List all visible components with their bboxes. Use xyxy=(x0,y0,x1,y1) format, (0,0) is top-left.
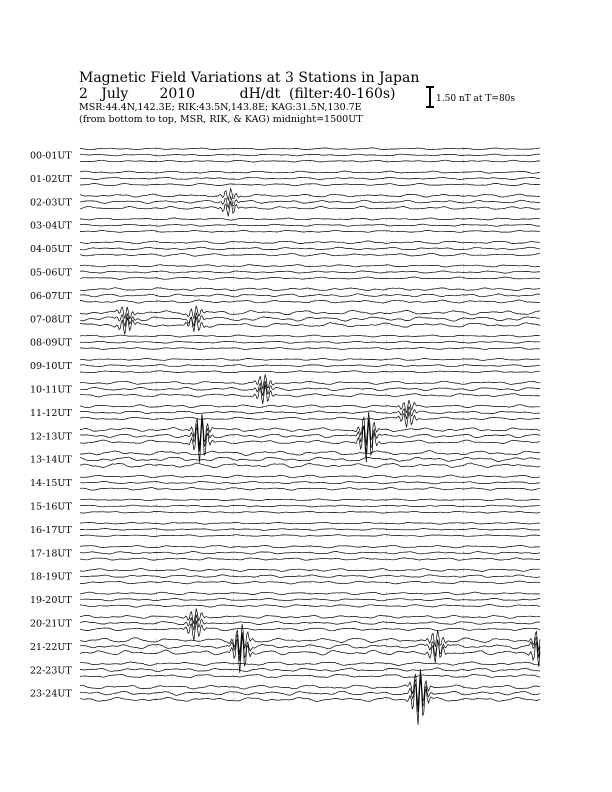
row-label-13-14UT: 13-14UT xyxy=(30,454,72,466)
row-label-22-23UT: 22-23UT xyxy=(30,665,72,677)
row-label-06-07UT: 06-07UT xyxy=(30,290,72,302)
row-label-12-13UT: 12-13UT xyxy=(30,431,72,443)
trace-RIK-02-03UT xyxy=(80,197,540,208)
row-label-18-19UT: 18-19UT xyxy=(30,571,72,583)
scale-label: 1.50 nT at T=80s xyxy=(436,94,516,104)
row-label-14-15UT: 14-15UT xyxy=(30,478,72,490)
row-label-20-21UT: 20-21UT xyxy=(30,618,72,630)
quantity-label: dH/dt xyxy=(239,86,281,102)
row-label-07-08UT: 07-08UT xyxy=(30,314,72,326)
row-label-16-17UT: 16-17UT xyxy=(30,524,72,536)
row-label-15-16UT: 15-16UT xyxy=(30,501,72,513)
row-label-17-18UT: 17-18UT xyxy=(30,548,72,560)
row-label-10-11UT: 10-11UT xyxy=(30,384,72,396)
trace-KAG-10-11UT xyxy=(80,374,540,389)
order-note: (from bottom to top, MSR, RIK, & KAG) xyxy=(79,114,270,125)
stations-line: MSR:44.4N,142.3E; RIK:43.5N,143.8E; KAG:31.5N,130.7E xyxy=(79,102,362,113)
row-label-21-22UT: 21-22UT xyxy=(30,641,72,653)
trace-MSR-02-03UT xyxy=(80,201,540,216)
row-label-00-01UT: 00-01UT xyxy=(30,150,72,162)
filter-label: (filter:40-160s) xyxy=(289,86,396,102)
date-month: July xyxy=(101,86,129,102)
row-label-01-02UT: 01-02UT xyxy=(30,173,72,185)
date-day: 2 xyxy=(79,86,88,102)
date-year: 2010 xyxy=(159,86,196,102)
row-label-02-03UT: 02-03UT xyxy=(30,197,72,209)
row-label-04-05UT: 04-05UT xyxy=(30,244,72,256)
row-label-19-20UT: 19-20UT xyxy=(30,595,72,607)
trace-RIK-11-12UT xyxy=(80,406,540,419)
row-label-08-09UT: 08-09UT xyxy=(30,337,72,349)
row-label-09-10UT: 09-10UT xyxy=(30,361,72,373)
row-label-23-24UT: 23-24UT xyxy=(30,688,72,700)
chart-title: Magnetic Field Variations at 3 Stations in Japan xyxy=(79,70,420,86)
row-label-03-04UT: 03-04UT xyxy=(30,220,72,232)
row-label-05-06UT: 05-06UT xyxy=(30,267,72,279)
midnight-note: midnight=1500UT xyxy=(272,114,363,125)
row-label-11-12UT: 11-12UT xyxy=(30,407,72,419)
